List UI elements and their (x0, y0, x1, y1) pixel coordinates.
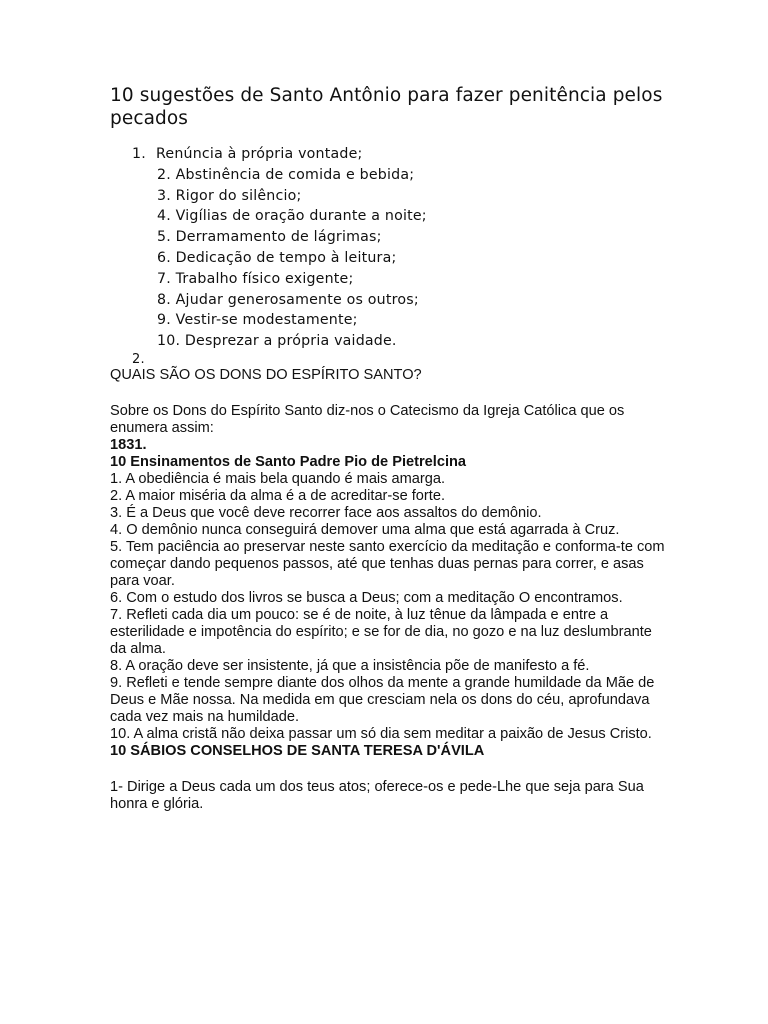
list-item: 9. Refleti e tende sempre diante dos olhos da mente a grande humildade da Mãe de Deus e Mãe nossa. Na medida em que cresciam nela os dons do céu, aprofundava cada vez mais na humildade. (110, 674, 655, 725)
list-item-text: Dedicação de tempo à leitura; (175, 249, 397, 266)
list-item-number: 10. (157, 333, 181, 350)
list-item-text: Trabalho físico exigente; (175, 270, 354, 287)
list-item-text: Desprezar a própria vaidade. (184, 333, 397, 350)
list-item (110, 269, 670, 290)
list-item-number: 7. (157, 270, 171, 287)
list-item-text: Renúncia à própria vontade; (156, 146, 363, 162)
padre-pio-heading: 10 Ensinamentos de Santo Padre Pio de Pietrelcina (110, 453, 467, 470)
list-item (110, 186, 670, 207)
list-item-number: 9. (157, 312, 171, 329)
teresa-heading: 10 SÁBIOS CONSELHOS DE SANTA TERESA D'ÁVILA (110, 742, 485, 759)
gifts-reference: 1831. (110, 436, 147, 453)
list-item-text: Derramamento de lágrimas; (175, 229, 382, 246)
document-title: 10 sugestões de Santo Antônio para fazer penitência pelos pecados (110, 85, 663, 129)
list-item-number: 4. (157, 208, 171, 225)
list-item-number: 2. (157, 166, 171, 183)
list-item-number: 8. (157, 291, 171, 308)
list-item: 3. É a Deus que você deve recorrer face aos assaltos do demônio. (110, 504, 542, 521)
teresa-first-counsel: 1- Dirige a Deus cada um dos teus atos; oferece-os e pede-Lhe que seja para Sua honra e glória. (110, 778, 644, 812)
list-item: 7. Refleti cada dia um pouco: se é de noite, à luz tênue da lâmpada e entre a esterilidade e impotência do espírito; e se for de dia, no gozo e na luz deslumbrante da alma. (110, 606, 652, 657)
list-item-number: 6. (157, 249, 171, 266)
list-item: 10. A alma cristã não deixa passar um só dia sem meditar a paixão de Jesus Cristo. (110, 725, 652, 742)
list-item: 8. A oração deve ser insistente, já que a insistência põe de manifesto a fé. (110, 657, 590, 674)
document-page (110, 84, 670, 813)
list-item-text: Abstinência de comida e bebida; (175, 166, 415, 183)
list-item (110, 206, 670, 227)
list-marker-stray: 2. (132, 351, 145, 367)
gifts-paragraph: Sobre os Dons do Espírito Santo diz-nos o Catecismo da Igreja Católica que os enumera assim: (110, 402, 625, 436)
list-item (110, 290, 670, 311)
list-item-number: 1. (132, 146, 146, 162)
list-item-text: Ajudar generosamente os outros; (175, 291, 419, 308)
list-item-text: Rigor do silêncio; (175, 187, 302, 204)
list-item (110, 248, 670, 269)
list-item (110, 310, 670, 331)
list-item (110, 144, 670, 165)
list-item-text: Vestir-se modestamente; (175, 312, 358, 329)
list-item (110, 227, 670, 248)
list-item: 6. Com o estudo dos livros se busca a Deus; com a meditação O encontramos. (110, 589, 623, 606)
list-item (110, 165, 670, 186)
list-item: 1. A obediência é mais bela quando é mais amarga. (110, 470, 446, 487)
list-item-text: Vigílias de oração durante a noite; (175, 208, 427, 225)
list-item: 5. Tem paciência ao preservar neste santo exercício da meditação e conforma-te com começar dando pequenos passos, até que tenhas duas pernas para correr, e asas para voar. (110, 538, 665, 589)
list-item: 4. O demônio nunca conseguirá demover uma alma que está agarrada à Cruz. (110, 521, 620, 538)
list-item (110, 331, 670, 352)
padre-pio-list (110, 471, 670, 743)
list-item-number: 5. (157, 229, 171, 246)
penance-list (110, 144, 670, 367)
list-item: 2. A maior miséria da alma é a de acreditar-se forte. (110, 487, 445, 504)
gifts-question: QUAIS SÃO OS DONS DO ESPÍRITO SANTO? (110, 366, 422, 383)
list-item-number: 3. (157, 187, 171, 204)
